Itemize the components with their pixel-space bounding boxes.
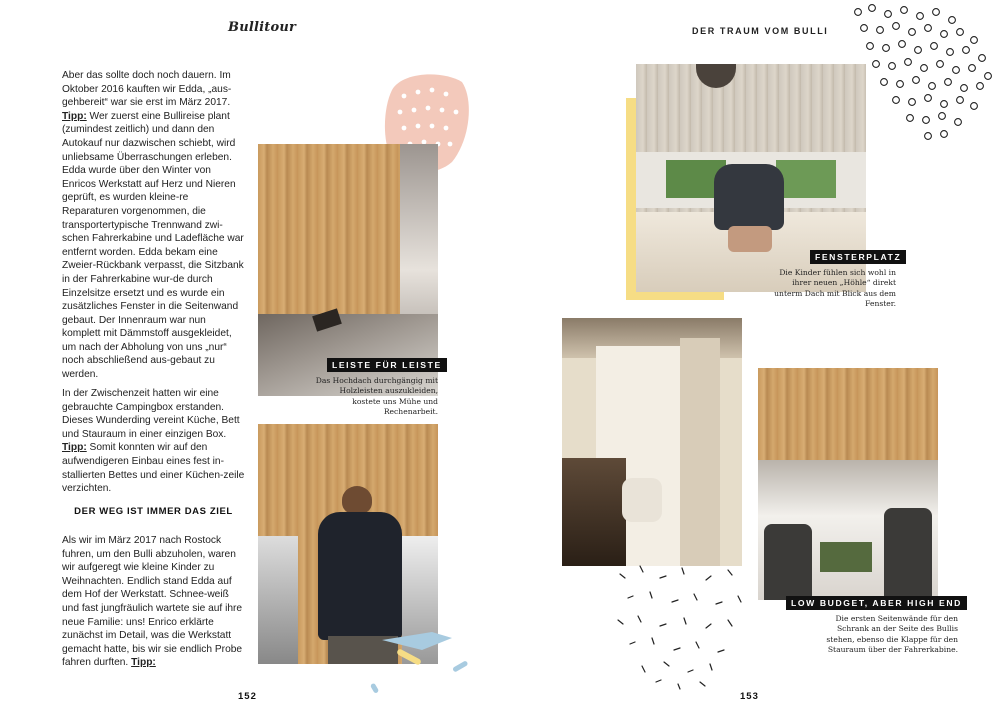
- right-page: [500, 0, 1000, 725]
- photo-1-tag: LEISTE FÜR LEISTE: [327, 358, 447, 372]
- tip-label-3: Tipp:: [131, 657, 156, 669]
- tip-label-2: Tipp:: [62, 442, 87, 454]
- page-number-right: 153: [740, 691, 759, 702]
- photo-1-caption: Das Hochdach durchgängig mit Holzleisten auszukleiden, kostete uns Mühe und Rechenarbeit.: [315, 376, 438, 417]
- subheading: DER WEG IST IMMER DAS ZIEL: [74, 506, 233, 517]
- paragraph-2: [62, 387, 245, 496]
- chapter-title: DER TRAUM VOM BULLI: [692, 26, 829, 36]
- paragraph-2-intro: In der Zwischenzeit hatten wir eine gebrauchte Campingbox erstanden. Dieses Wunderding vereint Küche, Bett und Stauraum in einer einzigen Box.: [62, 388, 240, 440]
- paragraph-1-body: Wer zuerst eine Bullireise plant (zumindest zeitlich) und dann den Autokauf nur dazwischen schiebt, wird unliebsame Überraschungen erleben. Edda wurde über den Winter von Enricos Werkstatt auf Herz und Nieren geprüft, es wurden kleine-re Reparaturen vorgenommen, die transportertypische Trennwand zwi-schen Fahrerkabine und Ladefläche war entfernt worden. Edda bekam eine Zweier-Rückbank verpasst, die Sitzbank in der Fahrerkabine wur-de durch Einzelsitze ersetzt und es wurde ein zusätzliches Fenster in die Seitenwand gebaut. Der Innenraum war nun komplett mit Dämmstoff ausgekleidet, um nach der Abholung von uns „nur“ noch abschließend aus-gebaut zu werden.: [62, 110, 244, 381]
- tip-label-1: Tipp:: [62, 110, 87, 122]
- paragraph-2-body: Somit konnten wir auf den aufwendigeren Einbau eines fest in-stallierten Bettes und einer Küchen-zeile verzichten.: [62, 442, 245, 495]
- photo-bottom-tag: LOW BUDGET, ABER HIGH END: [786, 596, 967, 610]
- paragraph-3: [62, 534, 245, 670]
- paragraph-3-body: Als wir im März 2017 nach Rostock fuhren, um den Bulli abzuholen, waren wir aufgeregt wie kleine Kinder zu Weihnachten. Endlich stand Edda auf dem Hof der Werkstatt. Schnee-weiß und fast jungfräulich wartete sie auf ihre neue Familie: uns! Enrico erklärte zunächst im Detail, was die Werkstatt gemacht hatte, bis wir sie endlich Probe fahren durften.: [62, 535, 243, 669]
- photo-bottom-caption: Die ersten Seitenwände für den Schrank an der Seite des Bullis stehen, ebenso die Klappe für den Stauraum über der Fahrerkabine.: [826, 614, 958, 655]
- photo-top-tag: FENSTERPLATZ: [810, 250, 906, 264]
- dotted-circle-decoration: [848, 0, 996, 150]
- brand-logo: Bullitour: [228, 20, 297, 35]
- photo-cabinet-walls: [562, 318, 742, 566]
- photo-top-caption: Die Kinder fühlen sich wohl in ihrer neuen „Höhle“ direkt unterm Dach mit Blick aus dem Fenster.: [774, 268, 896, 309]
- page-number-left: 152: [238, 691, 257, 702]
- photo-van-seats: [758, 368, 938, 600]
- brush-stroke-decoration: [362, 628, 472, 698]
- paragraph-1-intro: Aber das sollte doch noch dauern. Im Oktober 2016 kauften wir Edda, „aus-gehbereit“ war sie erst im März 2017.: [62, 70, 232, 109]
- dash-pattern-decoration: [612, 556, 752, 690]
- paragraph-1: [62, 69, 245, 382]
